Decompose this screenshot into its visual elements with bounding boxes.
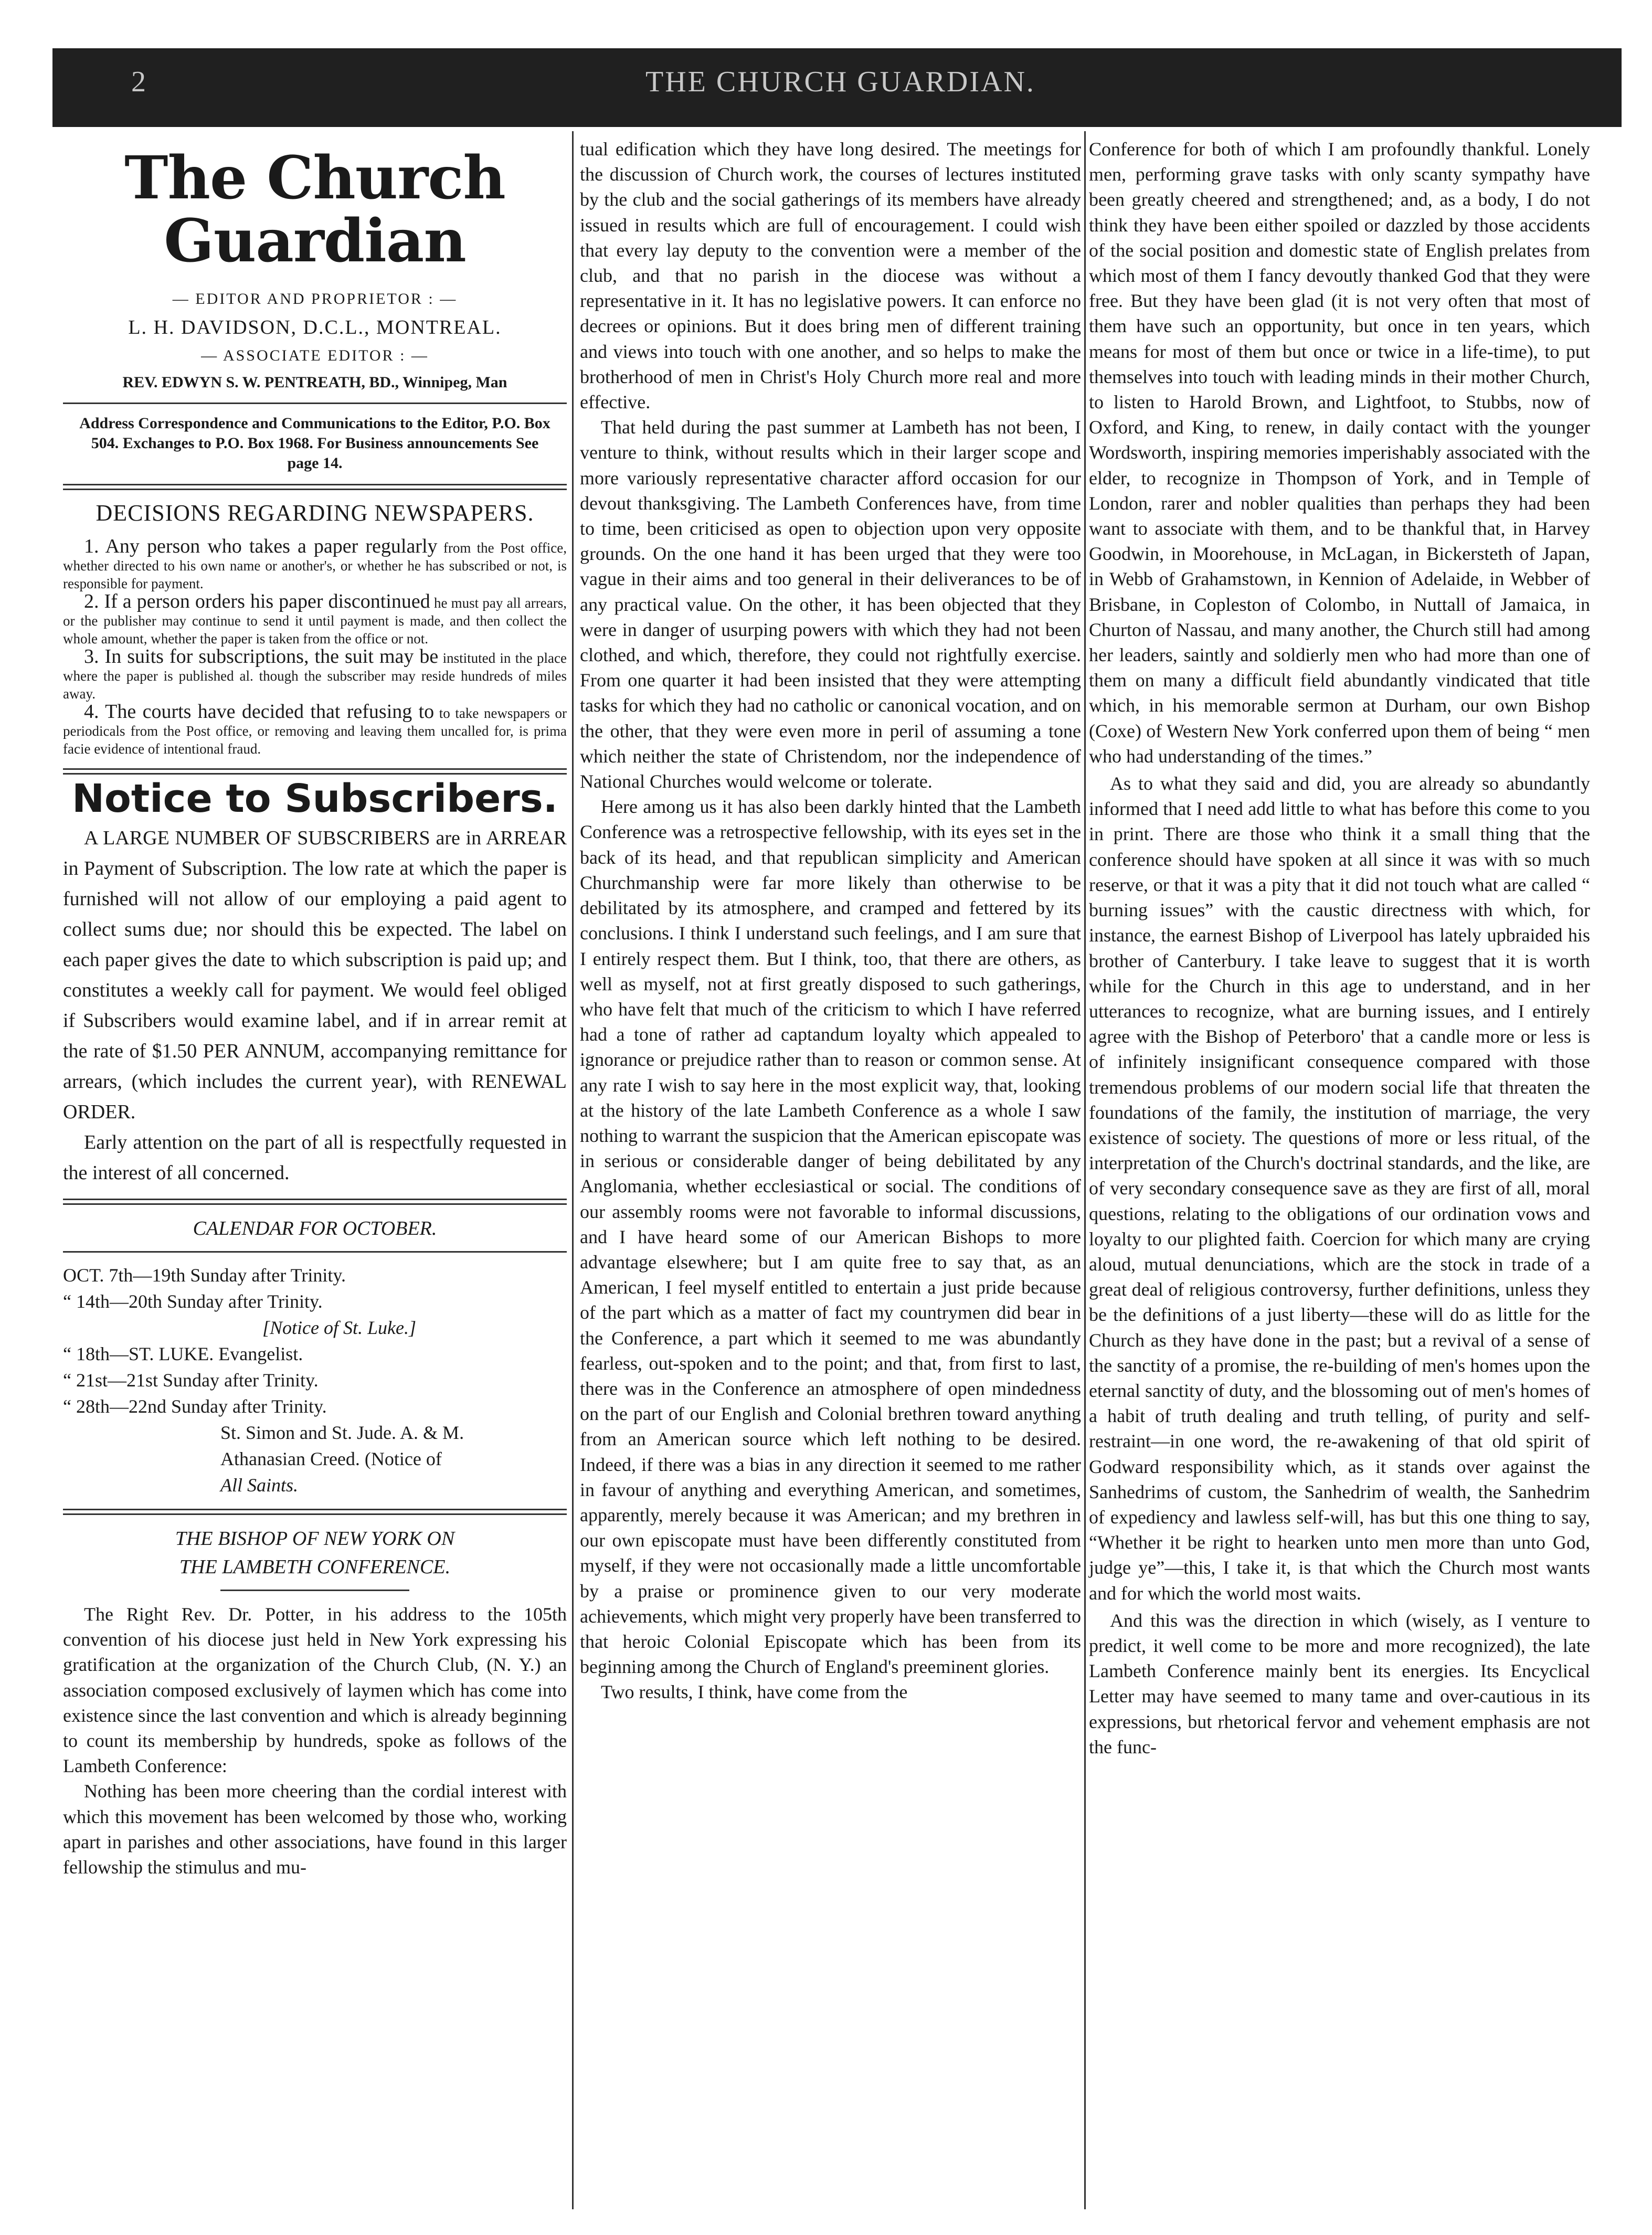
divider [63, 1251, 567, 1253]
article-paragraph: Nothing has been more cheering than the cordial interest with which this movement has been welcomed by those who, working apart in parishes and other associations, have found in this larger fellowship the stimulus and mu- [63, 1781, 567, 1878]
column-2 [580, 136, 1081, 1705]
notice-paragraph: Early attention on the part of all is respectfully requested in the interest of all concerned. [63, 1131, 567, 1184]
calendar-row: “ 28th—22nd Sunday after Trinity. [63, 1396, 327, 1417]
column-1 [63, 137, 567, 1880]
decision-item: 2. If a person orders his paper discontinued he must pay all arrears, or the publisher may continue to send it until payment is made, and then collect the whole amount, whether the paper is taken from the office or not. [63, 590, 567, 647]
associate-label: — ASSOCIATE EDITOR : — [201, 347, 429, 365]
editor-label: — EDITOR AND PROPRIETOR : — [172, 290, 458, 308]
calendar-row: OCT. 7th—19th Sunday after Trinity. [63, 1265, 346, 1286]
calendar-row: All Saints. [220, 1475, 299, 1496]
column-3 [1089, 136, 1590, 1762]
article-title: THE BISHOP OF NEW YORK ON [175, 1528, 455, 1550]
notice-title: Notice to Subscribers. [72, 776, 558, 821]
article-paragraph: The Right Rev. Dr. Potter, in his address to the 105th convention of his diocese just held in New York expressing his gratification at the organization of the Church Club, (N. Y.) an association composed exclusively of laymen which has come into existence since the last convention and which is already beginning to count its membership by hundreds, spoke as follows of the Lambeth Conference: [63, 1604, 567, 1777]
calendar-title: CALENDAR FOR OCTOBER. [193, 1217, 437, 1240]
calendar-row: “ 14th—20th Sunday after Trinity. [63, 1291, 323, 1312]
masthead-title: The Church Guardian [124, 144, 505, 276]
page-header-band [52, 48, 1622, 127]
associate-name: REV. EDWYN S. W. PENTREATH, BD., Winnipeg, Man [122, 373, 507, 391]
calendar-row: “ 21st—21st Sunday after Trinity. [63, 1370, 319, 1391]
page-number: 2 [131, 66, 147, 98]
column-divider [1084, 131, 1086, 2209]
article-paragraph: Conference for both of which I am profoundly thankful. Lonely men, performing grave tasks with only scanty sympathy have been greatly cheered and strengthened; and, as a body, I do not think they have been either spoiled or dazzled by those accidents of the social position and domestic state of English prelates from which most of them I fancy devoutly thanked God that they were free. But they have been glad (it is not very often that most of them have such an opportunity, but once in ten years, which means for most of them but once or twice in a life-time), to put themselves into touch with leading minds in their mother Church, to listen to Harold Brown, and Lightfoot, to Stubbs, now of Oxford, and King, to renew, in daily contact with the younger Wordsworth, inspiring memories imperishably associated with the elder, to recognize in Thompson of York, and in Temple of London, rarer and nobler qualities than perhaps they had been want to associate with them, and to be thankful that, in Harvey Goodwin, in Moorehouse, in McLagan, in Bickersteth of Japan, in Webb of Grahamstown, in Kennion of Adelaide, in Webber of Brisbane, in Copleston of Colombo, in Nuttall of Jamaica, in Churton of Nassau, and many another, the Church still had among her leaders, saintly and soldierly men who had more than one of them on many a difficult field abundantly vindicated that title which, in his memorable sermon at Durham, our own Bishop (Coxe) of Western New York conferred upon them of being “ men who had understanding of the times.” [1089, 139, 1590, 767]
notice-paragraph: A LARGE NUMBER OF SUBSCRIBERS are in ARREAR in Payment of Subscription. The low rate at which the paper is furnished will not allow of our employing a paid agent to collect sums due; nor should this be expected. The label on each paper gives the date to which subscription is paid up; and constitutes a weekly call for payment. We would feel obliged if Subscribers would examine label, and if in arrear remit at the rate of $1.50 PER ANNUM, accompanying remittance for arrears, (which includes the current year), with RENEWAL ORDER. [63, 827, 567, 1124]
decisions-list [63, 537, 567, 758]
editor-name: L. H. DAVIDSON, D.C.L., MONTREAL. [128, 316, 502, 339]
article-paragraph: Two results, I think, have come from the [601, 1681, 908, 1703]
calendar-row: St. Simon and St. Jude. A. & M. [220, 1422, 464, 1444]
notice-body [63, 823, 567, 1188]
article-paragraph: And this was the direction in which (wisely, as I venture to predict, it well come to be more and more recognized), the late Lambeth Conference mainly bent its energies. Its Encyclical Letter may have seemed to many tame and over-cautious in its expressions, but rhetorical fervor and vehement emphasis are not the func- [1089, 1609, 1590, 1757]
running-head: THE CHURCH GUARDIAN. [645, 66, 1035, 98]
double-divider [63, 1199, 567, 1205]
calendar-list [63, 1262, 567, 1498]
column-divider [572, 131, 574, 2209]
calendar-row: Athanasian Creed. (Notice of [220, 1448, 442, 1470]
article-paragraph: That held during the past summer at Lambeth has not been, I venture to think, without results which in their larger scope and more variously representative character afford occasion for our devout thanksgiving. The Lambeth Conferences have, from time to time, been criticised as open to objection upon very opposite grounds. On the one hand it has been urged that they were too vague in their aims and too general in their deliverances to be of any practical value. On the other, it has been objected that they were in danger of usurping powers with which they had not been clothed, and which, therefore, they could not rightfully exercise. From one quarter it had been insisted that they were attempting tasks for which they had no catholic or canonical vocation, and on the other, that they were even more in peril of assuming a tone which neither the state of Christendom, nor the independence of National Churches would welcome or tolerate. [580, 417, 1081, 792]
divider [63, 402, 567, 404]
calendar-row: “ 18th—ST. LUKE. Evangelist. [63, 1343, 303, 1365]
article-paragraph: tual edification which they have long desired. The meetings for the discussion of Church work, the courses of lectures instituted by the club and the social gatherings of its members have already issued in results which are full of encouragement. I could wish that every lay deputy to the convention were a member of the club, and that no parish in the diocese was without a representative in it. It has no legislative powers. It can enforce no decrees or opinions. But it does bring men of different training and views into touch with one another, and so helps to make the brotherhood of men in Christ's Holy Church more real and more effective. [580, 139, 1081, 413]
double-divider [63, 768, 567, 775]
article-paragraph: As to what they said and did, you are already so abundantly informed that I need add little to what has before this come to you in print. There are those who think it a small thing that the conference should have spoken at all since it was with so much reserve, or that it was a pity that it did not touch what are called “ burning issues” with the caustic directness with which, for instance, the earnest Bishop of Liverpool has lately upbraided his brother of Canterbury. I take leave to suggest that it is worth while for the Church in this age to understand, and in her utterances to recognize, what are burning issues, and I entirely agree with the Bishop of Peterboro' that a candle more or less is of infinitely insignificant consequence compared with those tremendous problems of our modern social life that threaten the foundations of the family, the institution of marriage, the very existence of society. The questions of more or less ritual, of the interpretation of the Church's doctrinal standards, and the like, are of very secondary consequence save as they are first of all, moral questions, relating to the obligations of our ordination vows and loyalty to our plighted faith. Coercion for which many are crying aloud, mutual denunciations, which are the stock in trade of a great deal of religious controversy, further definitions, unless they be the definitions of a just liberty—these will do as little for the Church as they have done in the past; but a revival of a sense of the sanctity of a promise, the re-building of men's homes upon the eternal sanctity of duty, and the blossoming out of men's homes of a habit of truth dealing and truth telling, of purity and self-restraint—in one word, the re-awakening of that old spirit of Godward responsibility which, as it stands over against the Sanhedrims of custom, the Sanhedrim of wealth, the Sanhedrim of expediency and lawless self-will, has but this one thing to say, “Whether it be right to hearken unto men more than unto God, judge ye”—this, I take it, is that which the Church most wants and for which the world most waits. [1089, 773, 1590, 1604]
decision-item: 1. Any person who takes a paper regularly from the Post office, whether directed to his own name or another's, or whether he has subscribed or not, is responsible for payment. [63, 535, 567, 591]
double-divider [63, 484, 567, 490]
double-divider [63, 1509, 567, 1515]
decision-item: 4. The courts have decided that refusing to to take newspapers or periodicals from the Post office, or removing and leaving them uncalled for, is prima facie evidence of intentional fraud. [63, 700, 567, 757]
address-notice: Address Correspondence and Communications to the Editor, P.O. Box 504. Exchanges to P.O. Box 1968. For Business announcements See page 14. [79, 414, 550, 472]
article-paragraph: Here among us it has also been darkly hinted that the Lambeth Conference was a retrospective fellowship, with its eyes set in the back of its head, and that republican simplicity and American Churchmanship were far more likely than otherwise to be debilitated by its atmosphere, and cramped and fettered by its conclusions. I think I understand such feelings, and I am sure that I entirely respect them. But I think, too, that there are others, as well as myself, not at first greatly disposed to such gatherings, who have felt that much of the criticism to which I have referred had a tone of rather ad captandum loyalty which appealed to ignorance or prejudice rather than to reason or common sense. At any rate I wish to say here in the most explicit way, that, looking at the history of the late Lambeth Conference as a whole I saw nothing to warrant the suspicion that the American episcopate was in serious or considerable danger of being debilitated by any Anglomania, whether ecclesiastical or social. The conditions of our assembly rooms were not favorable to informal discussions, and I have heard some of our American Bishops to more advantage elsewhere; but I am quite free to say that, as an American, I feel myself entitled to entertain a just pride because of the part which as a matter of fact my countrymen did bear in the Conference, a part which it seemed to me was abundantly fearless, out-spoken and to the point; and that, from first to last, there was in the Conference an atmosphere of open mindedness on the part of our English and Colonial brethren toward anything from an American source which left nothing to be desired. Indeed, if there was a bias in any direction it seemed to me rather in favour of anything and everything American, and sometimes, apparently, merely because it was American; and my brethren in our own episcopate must have been differently constituted from myself, if they were not occasionally made a little uncomfortable by a praise or prominence given to our very moderate achievements, which might very properly have been transferred to that heroic Colonial Episcopate which has been from its beginning among the Church of England's preeminent glories. [580, 796, 1081, 1678]
decisions-title: DECISIONS REGARDING NEWSPAPERS. [96, 500, 534, 526]
decision-item: 3. In suits for subscriptions, the suit may be instituted in the place where the paper is published al. though the subscriber may reside hundreds of miles away. [63, 645, 567, 702]
article-title: THE LAMBETH CONFERENCE. [179, 1556, 451, 1579]
calendar-row: [Notice of St. Luke.] [262, 1317, 416, 1339]
divider [220, 1590, 409, 1591]
